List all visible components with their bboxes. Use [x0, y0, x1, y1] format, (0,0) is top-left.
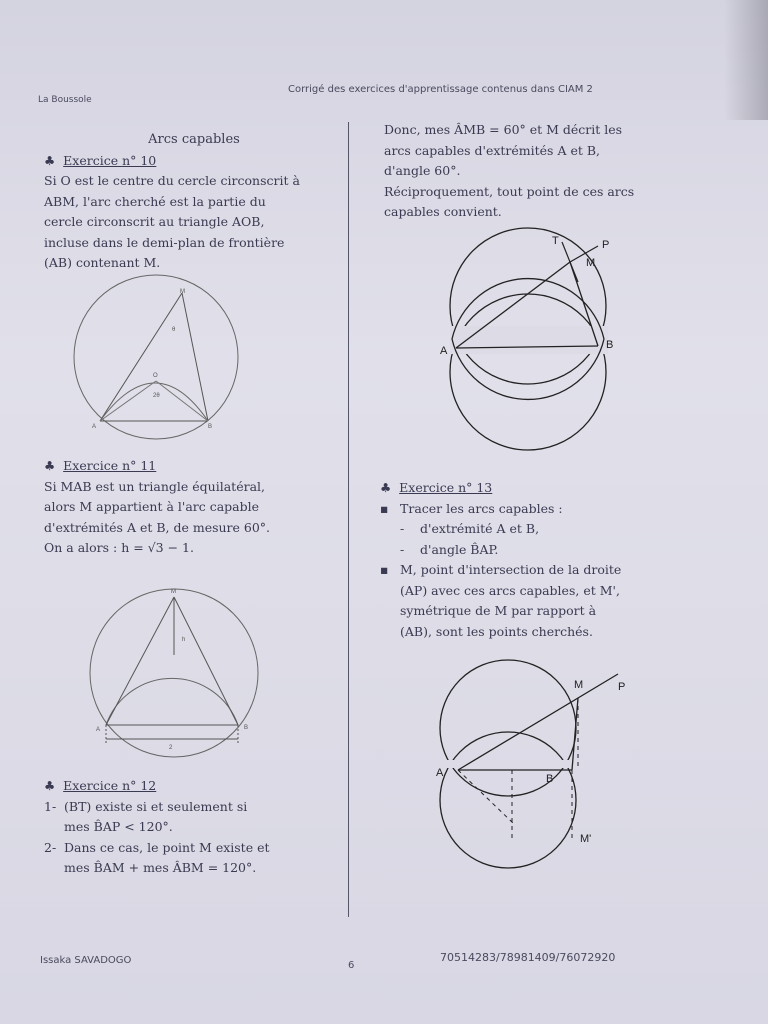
- label-a: A: [436, 767, 444, 779]
- label-p: P: [618, 681, 626, 693]
- exercise-11-heading: Exercice n° 11: [63, 458, 157, 473]
- ex11-line: alors M appartient à l'arc capable: [44, 499, 260, 514]
- exercise-bullet-icon: ♣: [44, 778, 64, 793]
- label-m: M: [586, 257, 596, 269]
- header-right: Corrigé des exercices d'apprentissage contenus dans CIAM 2: [288, 84, 593, 95]
- label-b: B: [606, 339, 614, 351]
- header-left: La Boussole: [38, 95, 92, 105]
- ex13-line: (AB), sont les points cherchés.: [400, 623, 593, 639]
- ex12-figure: [436, 232, 636, 442]
- ex13-line: (AP) avec ces arcs capables, et M',: [400, 582, 620, 598]
- exercise-bullet-icon: ♣: [380, 480, 400, 495]
- ex10-line: ABM, l'arc cherché est la partie du: [44, 193, 266, 209]
- ex11-figure: [80, 585, 280, 755]
- exercise-10-heading: Exercice n° 10: [63, 152, 157, 168]
- section-title: Arcs capables: [148, 132, 240, 147]
- label-m: M: [180, 289, 185, 295]
- segment-ao: [100, 381, 156, 421]
- label-m-prime: M': [580, 833, 592, 845]
- label-o: O: [153, 373, 158, 379]
- footer-phones: 70514283/78981409/76072920: [440, 951, 616, 964]
- segment-bm: [182, 293, 208, 421]
- bullet-icon: ▪: [380, 562, 389, 577]
- right-line: d'angle 60°.: [384, 163, 461, 178]
- label-length: 2: [169, 745, 173, 751]
- ex13-figure: [432, 660, 642, 875]
- dash-icon: -: [400, 521, 405, 536]
- exercise-12-heading: Exercice n° 12: [63, 778, 157, 793]
- ex12-line: (BT) existe si et seulement si: [64, 798, 248, 814]
- label-angle: 2θ: [153, 393, 160, 399]
- left-column: [44, 130, 344, 274]
- footer-author: Issaka SAVADOGO: [40, 955, 132, 966]
- ex13-sub: d'extrémité A et B,: [420, 521, 540, 536]
- ex10-line: Si O est le centre du cercle circonscrit à: [44, 173, 300, 188]
- right-line: arcs capables d'extrémités A et B,: [384, 142, 601, 158]
- ex10-line: cercle circonscrit au triangle AOB,: [44, 214, 265, 229]
- ex11-line: Si MAB est un triangle équilatéral,: [44, 478, 265, 494]
- label-m: M: [171, 589, 176, 595]
- exercise-13-heading: Exercice n° 13: [399, 480, 493, 495]
- line-ap: [458, 674, 618, 770]
- page-shadow: [724, 0, 768, 120]
- ex11-line: d'extrémités A et B, de mesure 60°.: [44, 519, 271, 535]
- label-a: A: [96, 727, 101, 733]
- right-line: Réciproquement, tout point de ces arcs: [384, 183, 635, 199]
- segment-bo: [156, 381, 208, 421]
- label-m: M: [574, 679, 584, 691]
- ex13-sub: d'angle B̂AP.: [420, 541, 499, 557]
- ex12-line: Dans ce cas, le point M existe et: [64, 839, 270, 855]
- dashed-a-line: [458, 770, 514, 824]
- label-theta: θ: [172, 327, 176, 333]
- item-number: 2-: [44, 839, 57, 855]
- label-t: T: [552, 235, 559, 247]
- label-a: A: [92, 424, 97, 430]
- ex13-line: symétrique de M par rapport à: [400, 603, 597, 618]
- exercise-bullet-icon: ♣: [44, 152, 64, 168]
- circumcircle: [74, 275, 238, 439]
- ex10-line: incluse dans le demi-plan de frontière: [44, 234, 285, 250]
- segment-bm: [174, 597, 238, 725]
- circle-overlap-mask: [450, 326, 608, 354]
- ex13-block: [380, 478, 710, 642]
- right-line: Donc, mes ÂMB = 60° et M décrit les: [384, 122, 623, 137]
- lower-circle: [440, 732, 576, 868]
- dash-icon: -: [400, 541, 405, 557]
- ex13-bullet1: Tracer les arcs capables :: [400, 500, 563, 516]
- ex13-line: M, point d'intersection de la droite: [400, 562, 622, 577]
- exercise-bullet-icon: ♣: [44, 458, 64, 473]
- ex10-figure: [60, 285, 250, 435]
- column-divider: [348, 122, 349, 917]
- label-h: h: [182, 637, 186, 643]
- footer-page-number: 6: [348, 960, 355, 971]
- label-b: B: [546, 773, 554, 785]
- segment-am: [100, 293, 182, 421]
- right-column-text: [384, 120, 714, 223]
- ex12-block: [44, 776, 344, 879]
- upper-circle: [440, 660, 576, 796]
- ex12-line: mes B̂AP < 120°.: [64, 819, 173, 834]
- ex11-line: On a alors : h = √3 − 1.: [44, 540, 194, 555]
- circle-overlap-mask: [440, 760, 584, 768]
- label-p: P: [602, 239, 610, 251]
- item-number: 1-: [44, 798, 57, 814]
- bullet-icon: ▪: [380, 500, 389, 516]
- ex12-line: mes B̂AM + mes ÂBM = 120°.: [64, 860, 257, 875]
- ex10-line: (AB) contenant M.: [44, 255, 161, 270]
- right-line: capables convient.: [384, 204, 502, 219]
- lower-circle: [450, 294, 606, 450]
- segment-am: [106, 597, 174, 725]
- ex11-block: [44, 456, 344, 559]
- capable-arc: [100, 383, 208, 421]
- upper-circle: [450, 228, 606, 384]
- label-a: A: [440, 345, 448, 357]
- label-b: B: [244, 725, 249, 731]
- label-b: B: [208, 424, 213, 430]
